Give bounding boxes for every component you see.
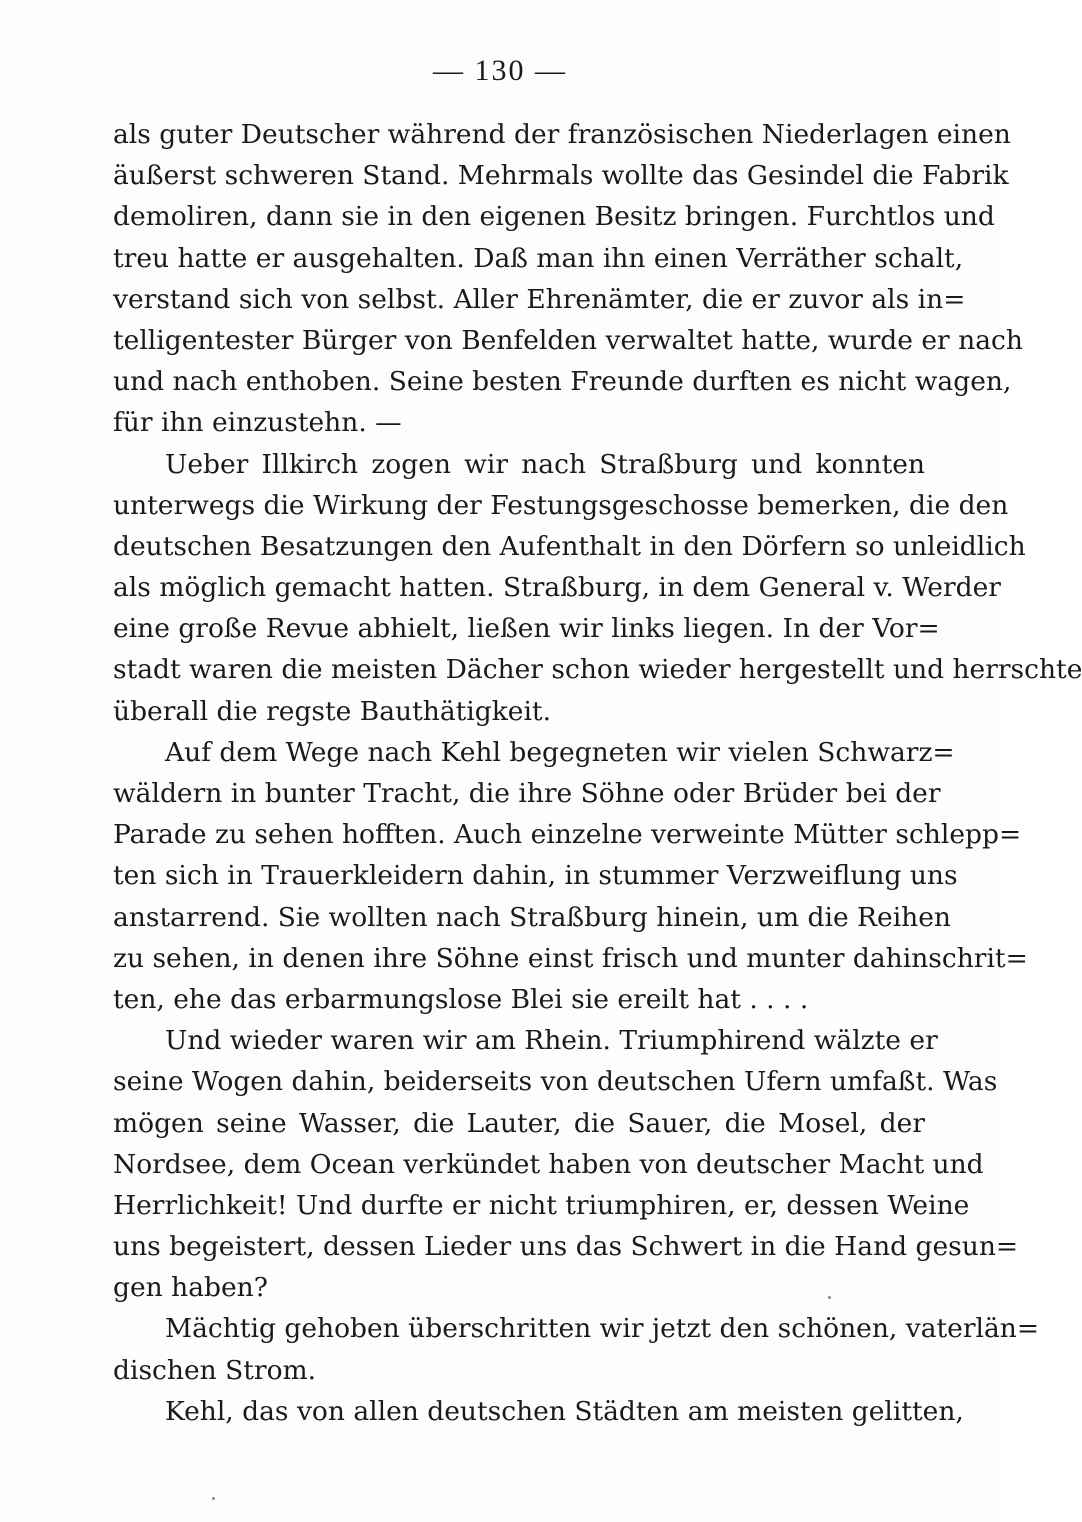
text-line: Parade zu sehen hofften. Auch einzelne verweinte Mütter schlepp= [113, 819, 1022, 851]
text-line: für ihn einzustehn. — [113, 407, 402, 439]
text-line: wäldern in bunter Tracht, die ihre Söhne oder Brüder bei der [113, 778, 941, 809]
text-line: eine große Revue abhielt, ließen wir links liegen. In der Vor= [113, 613, 940, 645]
text-line: ten, ehe das erbarmungslose Blei sie ereilt hat . . . . [113, 983, 809, 1015]
paragraph-first-line: Kehl, das von allen deutschen Städten am meisten gelitten, [165, 1395, 964, 1427]
text-line: äußerst schweren Stand. Mehrmals wollte das Gesindel die Fabrik [113, 160, 1009, 192]
text-line: demoliren, dann sie in den eigenen Besitz bringen. Furchtlos und [113, 201, 995, 233]
text-line: Herrlichkeit! Und durfte er nicht triumphiren, er, dessen Weine [113, 1189, 970, 1221]
print-speck [212, 1497, 215, 1500]
text-line: treu hatte er ausgehalten. Daß man ihn einen Verräther schalt, [113, 242, 964, 274]
text-line: mögen seine Wasser, die Lauter, die Sauer, die Mosel, der [113, 1107, 925, 1139]
print-speck [828, 1296, 831, 1299]
text-line: als möglich gemacht hatten. Straßburg, in dem General v. Werder [113, 572, 1001, 604]
text-line: telligentester Bürger von Benfelden verwaltet hatte, wurde er nach [113, 324, 1023, 356]
page-number: — 130 — [433, 54, 567, 87]
text-line: überall die regste Bauthätigkeit. [113, 695, 552, 727]
text-line: unterwegs die Wirkung der Festungsgeschosse bemerken, die den [113, 489, 1009, 521]
text-line: dischen Strom. [113, 1354, 317, 1386]
text-line: anstarrend. Sie wollten nach Straßburg hinein, um die Reihen [113, 901, 951, 933]
paragraph-first-line: Und wieder waren wir am Rhein. Triumphirend wälzte er [165, 1025, 938, 1057]
text-line: als guter Deutscher während der französischen Niederlagen einen [113, 119, 1011, 150]
text-line: Nordsee, dem Ocean verkündet haben von deutscher Macht und [113, 1148, 984, 1180]
paragraph-first-line: Auf dem Wege nach Kehl begegneten wir vielen Schwarz= [165, 736, 955, 768]
text-line: zu sehen, in denen ihre Söhne einst frisch und munter dahinschrit= [113, 942, 1028, 974]
text-line: seine Wogen dahin, beiderseits von deutschen Ufern umfaßt. Was [113, 1066, 998, 1098]
paragraph-first-line: Ueber Illkirch zogen wir nach Straßburg und konnten [165, 448, 925, 480]
text-line: stadt waren die meisten Dächer schon wieder hergestellt und herrschte [113, 654, 1082, 686]
text-line: uns begeistert, dessen Lieder uns das Schwert in die Hand gesun= [113, 1231, 1019, 1263]
paragraph-first-line: Mächtig gehoben überschritten wir jetzt den schönen, vaterlän= [165, 1313, 1040, 1345]
text-line: und nach enthoben. Seine besten Freunde durften es nicht wagen, [113, 366, 1012, 398]
text-line: verstand sich von selbst. Aller Ehrenämter, die er zuvor als in= [113, 283, 966, 315]
text-line: gen haben? [113, 1272, 268, 1304]
text-line: deutschen Besatzungen den Aufenthalt in den Dörfern so unleidlich [113, 530, 1026, 562]
text-line: ten sich in Trauerkleidern dahin, in stummer Verzweiflung uns [113, 860, 958, 892]
body-text [113, 114, 1082, 1432]
